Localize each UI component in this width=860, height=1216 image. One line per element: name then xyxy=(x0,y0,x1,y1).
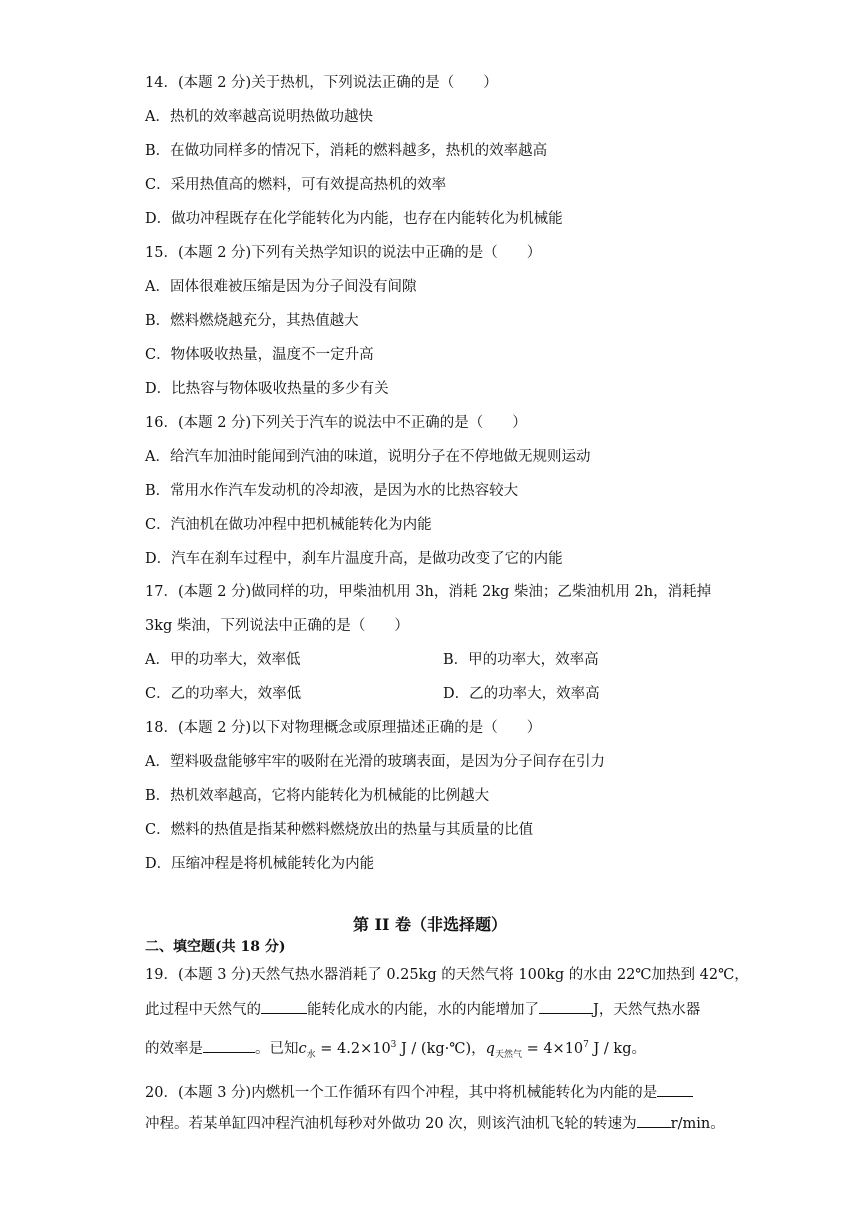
section-subhead: 二、填空题(共 18 分) xyxy=(145,939,286,955)
question-15-option-d: D．比热容与物体吸收热量的多少有关 xyxy=(145,381,389,397)
question-19-line3 xyxy=(145,1035,646,1065)
question-18-option-a: A．塑料吸盘能够牢牢的吸附在光滑的玻璃表面，是因为分子间存在引力 xyxy=(145,754,605,770)
q19-end: 。 xyxy=(631,1040,646,1057)
q-value: = 4×10 xyxy=(521,1040,584,1057)
question-16-option-b: B．常用水作汽车发动机的冷却液，是因为水的比热容较大 xyxy=(145,483,519,499)
q19-separator: ， xyxy=(471,1040,486,1057)
question-14-stem: 14．(本题 2 分)关于热机，下列说法正确的是（ ） xyxy=(145,75,498,91)
q19-text-a: 此过程中天然气的 xyxy=(145,1002,261,1018)
c-exponent: 3 xyxy=(390,1040,397,1050)
question-14-option-a: A．热机的效率越高说明热做功越快 xyxy=(145,109,373,125)
q19-text-c: J，天然气热水器 xyxy=(593,1002,701,1018)
question-16-stem: 16．(本题 2 分)下列关于汽车的说法中不正确的是（ ） xyxy=(145,415,527,431)
question-19-line1: 19．(本题 3 分)天然气热水器消耗了 0.25kg 的天然气将 100kg 的水由 22℃加热到 42℃， xyxy=(145,967,749,983)
question-17-stem-line2: 3kg 柴油，下列说法中正确的是（ ） xyxy=(145,618,409,634)
question-16-option-c: C．汽油机在做功冲程中把机械能转化为内能 xyxy=(145,517,432,533)
question-17-stem-line1: 17．(本题 2 分)做同样的功，甲柴油机用 3h，消耗 2kg 柴油；乙柴油机用 2h，消耗掉 xyxy=(145,584,712,600)
question-18-option-d: D．压缩冲程是将机械能转化为内能 xyxy=(145,856,375,872)
question-16-option-d: D．汽车在刹车过程中，刹车片温度升高，是做功改变了它的内能 xyxy=(145,551,563,567)
q19-formula-c xyxy=(298,1040,472,1060)
section-title: 第 II 卷（非选择题） xyxy=(352,915,508,934)
question-18-option-c: C．燃料的热值是指某种燃料燃烧放出的热量与其质量的比值 xyxy=(145,822,534,838)
question-15-stem: 15．(本题 2 分)下列有关热学知识的说法中正确的是（ ） xyxy=(145,245,542,261)
question-20-line1 xyxy=(145,1082,693,1103)
c-symbol: c xyxy=(298,1040,307,1057)
question-14-option-c: C．采用热值高的燃料，可有效提高热机的效率 xyxy=(145,177,447,193)
c-subscript: 水 xyxy=(306,1049,316,1060)
question-18-stem: 18．(本题 2 分)以下对物理概念或原理描述正确的是（ ） xyxy=(145,720,542,736)
question-17-option-b: B．甲的功率大，效率高 xyxy=(443,652,599,668)
c-value: = 4.2×10 xyxy=(315,1040,391,1057)
question-17-option-d: D．乙的功率大，效率高 xyxy=(443,686,600,702)
question-18-option-b: B．热机效率越高，它将内能转化为机械能的比例越大 xyxy=(145,788,490,804)
q-subscript: 天然气 xyxy=(494,1049,522,1060)
question-15-option-c: C．物体吸收热量，温度不一定升高 xyxy=(145,347,374,363)
q19-text-d: 的效率是 xyxy=(145,1040,203,1057)
question-15-option-b: B．燃料燃烧越充分，其热值越大 xyxy=(145,313,359,329)
q19-blank-3[interactable] xyxy=(203,1038,255,1053)
question-15-option-a: A．固体很难被压缩是因为分子间没有间隙 xyxy=(145,279,417,295)
q19-text-e: 。已知 xyxy=(255,1040,299,1057)
question-16-option-a: A．给汽车加油时能闻到汽油的味道，说明分子在不停地做无规则运动 xyxy=(145,449,591,465)
q20-text-c: r/min。 xyxy=(670,1116,725,1132)
q-symbol: q xyxy=(485,1040,495,1057)
q20-text-b: 冲程。若某单缸四冲程汽油机每秒对外做功 20 次，则该汽油机飞轮的转速为 xyxy=(145,1116,637,1132)
question-14-option-b: B．在做功同样多的情况下，消耗的燃料越多，热机的效率越高 xyxy=(145,143,548,159)
question-19-line2 xyxy=(145,999,700,1020)
q20-text-a: 20．(本题 3 分)内燃机一个工作循环有四个冲程，其中将机械能转化为内能的是 xyxy=(145,1085,658,1101)
q19-blank-1[interactable] xyxy=(261,999,307,1014)
q-unit: J / kg xyxy=(588,1040,632,1057)
question-17-option-a: A．甲的功率大，效率低 xyxy=(145,652,301,668)
c-unit: J / (kg·℃) xyxy=(396,1040,472,1057)
q-exponent: 7 xyxy=(583,1040,589,1050)
question-14-option-d: D．做功冲程既存在化学能转化为内能，也存在内能转化为机械能 xyxy=(145,211,563,227)
q19-blank-2[interactable] xyxy=(539,999,593,1014)
q20-blank-2[interactable] xyxy=(637,1113,671,1128)
q19-text-b: 能转化成水的内能，水的内能增加了 xyxy=(307,1002,539,1018)
question-17-option-c: C．乙的功率大，效率低 xyxy=(145,686,302,702)
question-20-line2 xyxy=(145,1113,725,1134)
q20-blank-1[interactable] xyxy=(657,1082,693,1097)
q19-formula-q xyxy=(485,1040,632,1060)
